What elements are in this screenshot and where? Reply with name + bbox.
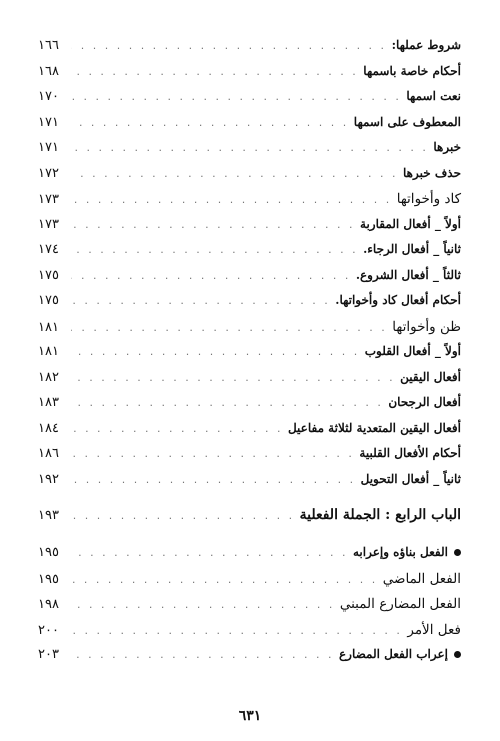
toc-entry-page: ١٧٠ (38, 89, 59, 104)
toc-entry-text: أحكام الأفعال القلبية (359, 446, 461, 460)
toc-entry-text: ثالثاً _ أفعال الشروع. (355, 267, 461, 282)
toc-entry (38, 191, 461, 217)
toc-entry-text: أفعال اليقين المتعدية لثلاثة مفاعيل (287, 420, 461, 435)
toc-entry-text: الفعل المضارع المبني (339, 596, 461, 612)
bullet-icon (454, 651, 461, 658)
toc-entry-text: أفعال اليقين (400, 369, 461, 384)
toc-entry-text: فعل الأمر (407, 621, 461, 638)
toc-entry (38, 293, 461, 319)
toc-entry-page: ١٨٢ (38, 369, 59, 385)
toc-entry-text: الباب الرابع : الجملة الفعلية (299, 507, 461, 523)
table-of-contents (38, 38, 461, 673)
toc-entry-text: شروط عملها: (391, 38, 461, 52)
dot-leader (71, 396, 383, 409)
toc-entry-title (335, 293, 461, 307)
dot-leader (71, 116, 349, 129)
toc-entry-text: إعراب الفعل المضارع (339, 647, 448, 661)
toc-entry-page: ١٨١ (38, 319, 59, 335)
toc-entry-page: ١٧١ (38, 114, 59, 130)
toc-entry-title (392, 319, 461, 335)
toc-entry (38, 242, 461, 268)
toc-entry-page: ١٨٦ (38, 446, 59, 461)
toc-entry-text: نعت اسمها (406, 89, 461, 103)
dot-leader (71, 321, 387, 334)
toc-entry-title (407, 622, 461, 638)
toc-entry (38, 622, 461, 648)
toc-entry-page: ١٧٣ (38, 192, 59, 207)
toc-entry (38, 571, 461, 597)
toc-entry-title (354, 115, 461, 129)
toc-entry (38, 395, 461, 421)
toc-entry (38, 166, 461, 192)
toc-entry-title (339, 647, 461, 661)
toc-entry-title (400, 370, 461, 384)
dot-leader (71, 473, 356, 486)
toc-entry (38, 370, 461, 396)
toc-entry-title (353, 545, 461, 559)
toc-entry-title (360, 217, 461, 231)
toc-entry-title (359, 446, 461, 460)
toc-entry (38, 140, 461, 166)
dot-leader (71, 624, 402, 637)
toc-entry (38, 596, 461, 622)
toc-entry-title (363, 242, 461, 256)
dot-leader (71, 65, 358, 78)
dot-leader (71, 218, 355, 231)
toc-entry-page: ١٧٤ (38, 242, 59, 257)
toc-entry-title (406, 89, 461, 103)
dot-leader (71, 345, 360, 358)
dot-leader (71, 90, 401, 103)
toc-entry-page: ١٧٣ (38, 216, 59, 232)
toc-entry-text: أولاً _ أفعال المقاربة (360, 216, 461, 231)
toc-entry (38, 647, 461, 673)
toc-entry-title (433, 140, 461, 154)
toc-entry (38, 421, 461, 447)
toc-entry-text: الفعل بناؤه وإعرابه (352, 545, 448, 559)
toc-entry (38, 89, 461, 115)
toc-entry-page: ١٨٣ (38, 395, 59, 410)
toc-entry-title (403, 166, 461, 180)
toc-entry-page: ١٩٢ (38, 471, 59, 487)
toc-entry (38, 545, 461, 571)
toc-entry-page: ١٦٨ (38, 63, 59, 79)
toc-entry-title (361, 472, 461, 486)
toc-entry (38, 217, 461, 243)
toc-entry-page: ١٧١ (38, 140, 59, 155)
toc-entry (38, 319, 461, 345)
toc-entry-title (288, 421, 461, 435)
toc-entry-title (363, 64, 461, 78)
toc-entry-page: ١٩٣ (38, 508, 59, 523)
toc-entry (38, 472, 461, 498)
bullet-icon (454, 549, 461, 556)
dot-leader (71, 447, 354, 460)
dot-leader (71, 39, 387, 52)
toc-entry-text: المعطوف على اسمها (353, 114, 461, 129)
page-number: ٦٣١ (238, 708, 262, 724)
toc-entry-text: ظن وأخواتها (392, 318, 461, 335)
toc-entry-page: ١٨٤ (38, 420, 59, 436)
toc-entry (38, 115, 461, 141)
dot-leader (71, 648, 334, 661)
dot-leader (71, 598, 335, 611)
toc-entry-text: أفعال الرجحان (388, 395, 461, 409)
toc-entry-page: ١٧٥ (38, 293, 59, 308)
dot-leader (71, 573, 378, 586)
dot-leader (71, 141, 428, 154)
toc-entry-page: ١٩٥ (38, 545, 59, 560)
toc-entry-page: ٢٠٠ (38, 622, 59, 638)
dot-leader (71, 546, 348, 559)
dot-leader (71, 243, 358, 256)
toc-entry (38, 268, 461, 294)
toc-entry-title (300, 507, 461, 523)
toc-entry-text: كاد وأخواتها (396, 191, 461, 207)
toc-entry-title (383, 571, 461, 587)
toc-entry-title (340, 596, 461, 612)
toc-entry (38, 446, 461, 472)
dot-leader (71, 422, 283, 435)
toc-entry-title (397, 191, 461, 207)
toc-entry-title (392, 38, 461, 52)
dot-leader (71, 294, 330, 307)
toc-entry-title (356, 268, 461, 282)
dot-leader (71, 167, 398, 180)
toc-entry-text: ثانياً _ أفعال الرجاء. (363, 242, 461, 256)
toc-entry-page: ١٦٦ (38, 38, 59, 53)
toc-entry-text: أحكام خاصة باسمها (363, 63, 461, 78)
toc-entry (38, 38, 461, 64)
toc-entry-title (365, 344, 461, 358)
toc-entry-page: ١٨١ (38, 344, 59, 359)
toc-entry (38, 64, 461, 90)
toc-entry-page: ١٩٥ (38, 571, 59, 587)
toc-entry-text: أحكام أفعال كاد وأخواتها. (335, 293, 461, 307)
dot-leader (71, 269, 351, 282)
dot-leader (71, 509, 295, 522)
toc-entry-text: ثانياً _ أفعال التحويل (360, 471, 461, 486)
toc-entry-page: ١٩٨ (38, 597, 59, 612)
toc-entry (38, 344, 461, 370)
toc-entry-text: الفعل الماضي (382, 570, 461, 587)
toc-entry-text: حذف خبرها (403, 165, 461, 180)
dot-leader (71, 371, 395, 384)
toc-entry (38, 507, 461, 535)
toc-entry-page: ٢٠٣ (38, 647, 59, 662)
toc-entry-title (388, 395, 461, 409)
toc-entry-page: ١٧٥ (38, 267, 59, 283)
toc-entry-page: ١٧٢ (38, 165, 59, 181)
toc-entry-text: خبرها (433, 140, 461, 154)
dot-leader (71, 193, 392, 206)
toc-entry-text: أولاً _ أفعال القلوب (364, 344, 461, 358)
